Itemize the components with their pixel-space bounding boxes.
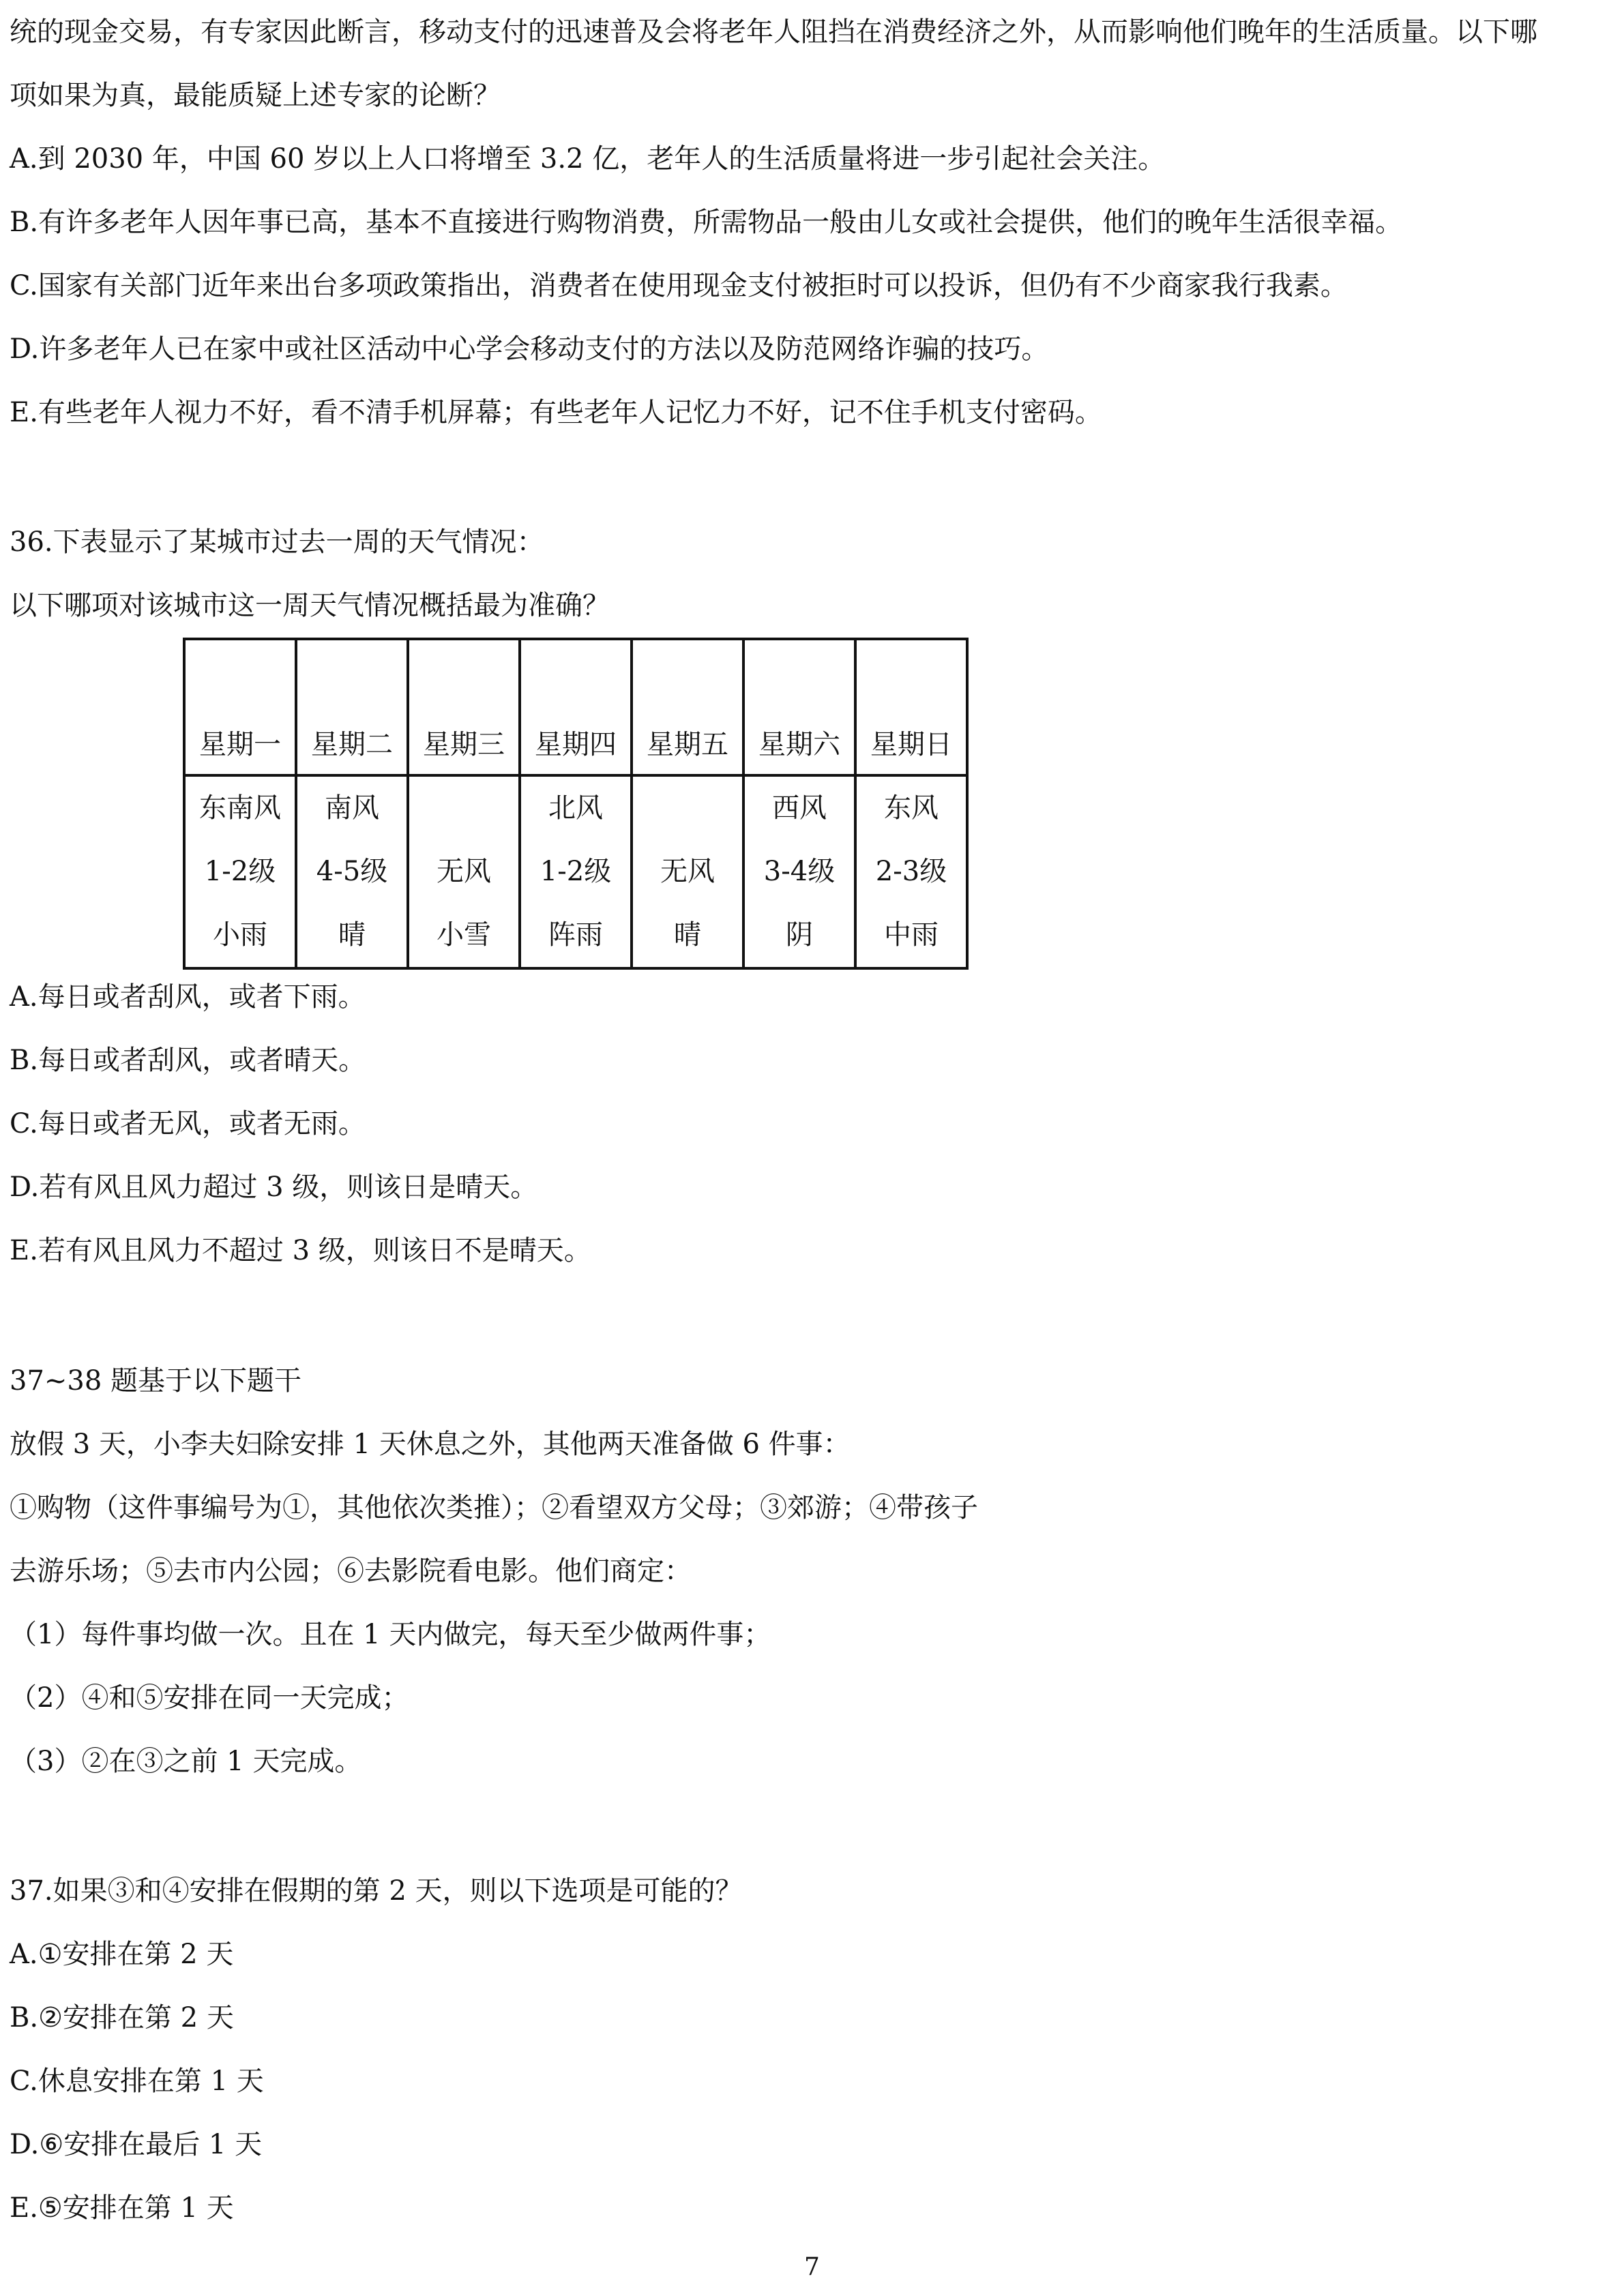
q37-question: 37.如果③和④安排在假期的第 2 天，则以下选项是可能的？ <box>10 1875 743 1907</box>
q37-option-c: C.休息安排在第 1 天 <box>10 2066 264 2097</box>
weather-condition: 晴 <box>674 919 701 951</box>
weather-table <box>183 638 969 970</box>
wind-level: 4-5级 <box>316 856 388 887</box>
wind-level: 1-2级 <box>204 856 276 887</box>
weather-cell-friday <box>632 775 743 968</box>
q37-option-e: E.⑤安排在第 1 天 <box>10 2192 234 2224</box>
header-cell: 星期六 <box>743 639 855 775</box>
q35-option-a: A.到 2030 年，中国 60 岁以上人口将增至 3.2 亿，老年人的生活质量将进一步引起社会关注。 <box>10 143 1166 175</box>
q37-38-condition-1: （1）每件事均做一次。且在 1 天内做完，每天至少做两件事； <box>10 1619 771 1650</box>
q36-option-d: D.若有风且风力超过 3 级，则该日是晴天。 <box>10 1172 538 1203</box>
weather-table-data-row <box>184 775 967 968</box>
q35-option-d: D.许多老年人已在家中或社区活动中心学会移动支付的方法以及防范网络诈骗的技巧。 <box>10 333 1049 365</box>
weather-cell-monday <box>184 775 296 968</box>
weather-condition: 阴 <box>786 919 813 951</box>
weather-condition: 中雨 <box>884 919 939 951</box>
wind-direction: 北风 <box>548 792 603 824</box>
q37-38-condition-2: （2）④和⑤安排在同一天完成； <box>10 1682 409 1714</box>
q36-question: 以下哪项对该城市这一周天气情况概括最为准确？ <box>10 590 610 621</box>
header-cell: 星期一 <box>184 639 296 775</box>
weather-cell-tuesday <box>296 775 408 968</box>
q37-38-stem-line: ①购物（这件事编号为①，其他依次类推）；②看望双方父母；③郊游；④带孩子 <box>10 1492 978 1523</box>
q37-38-stem-line: 放假 3 天，小李夫妇除安排 1 天休息之外，其他两天准备做 6 件事： <box>10 1429 851 1460</box>
weather-table-header-row <box>184 639 967 775</box>
q35-option-b: B.有许多老年人因年事已高，基本不直接进行购物消费，所需物品一般由儿女或社会提供，他们的晚年生活很幸福。 <box>10 207 1403 238</box>
q37-38-stem-line: 去游乐场；⑤去市内公园；⑥去影院看电影。他们商定： <box>10 1555 692 1587</box>
header-cell: 星期四 <box>520 639 632 775</box>
page-number: 7 <box>804 2253 820 2281</box>
weather-cell-thursday <box>520 775 632 968</box>
q37-option-a: A.①安排在第 2 天 <box>10 1939 234 1970</box>
q36-option-b: B.每日或者刮风，或者晴天。 <box>10 1045 366 1076</box>
wind-direction: 东南风 <box>199 792 281 824</box>
wind-direction: 东风 <box>884 792 939 824</box>
weather-cell-wednesday <box>408 775 520 968</box>
wind-level: 无风 <box>437 856 491 887</box>
q36-option-c: C.每日或者无风，或者无雨。 <box>10 1108 366 1139</box>
q36-option-e: E.若有风且风力不超过 3 级，则该日不是晴天。 <box>10 1235 591 1266</box>
q37-option-b: B.②安排在第 2 天 <box>10 2002 234 2033</box>
weather-condition: 阵雨 <box>548 919 603 951</box>
wind-level: 1-2级 <box>540 856 612 887</box>
q37-38-header: 37~38 题基于以下题干 <box>10 1365 302 1397</box>
weather-condition: 小雨 <box>213 919 267 951</box>
weather-cell-saturday <box>743 775 855 968</box>
wind-direction: 西风 <box>772 792 827 824</box>
q36-option-a: A.每日或者刮风，或者下雨。 <box>10 981 366 1013</box>
wind-level: 3-4级 <box>763 856 836 887</box>
q35-stem-line-1: 统的现金交易，有专家因此断言，移动支付的迅速普及会将老年人阻挡在消费经济之外，从而影响他们晚年的生活质量。以下哪 <box>10 16 1537 48</box>
weather-condition: 晴 <box>338 919 366 951</box>
header-cell: 星期五 <box>632 639 743 775</box>
q35-option-e: E.有些老年人视力不好，看不清手机屏幕；有些老年人记忆力不好，记不住手机支付密码。 <box>10 397 1102 428</box>
q35-option-c: C.国家有关部门近年来出台多项政策指出，消费者在使用现金支付被拒时可以投诉，但仍有不少商家我行我素。 <box>10 270 1348 301</box>
weather-cell-sunday <box>855 775 967 968</box>
q37-option-d: D.⑥安排在最后 1 天 <box>10 2129 263 2160</box>
weather-condition: 小雪 <box>437 919 491 951</box>
header-cell: 星期三 <box>408 639 520 775</box>
header-cell: 星期二 <box>296 639 408 775</box>
header-cell: 星期日 <box>855 639 967 775</box>
q36-intro: 36.下表显示了某城市过去一周的天气情况： <box>10 526 544 558</box>
wind-direction: 南风 <box>325 792 379 824</box>
wind-level: 2-3级 <box>875 856 947 887</box>
wind-level: 无风 <box>660 856 715 887</box>
q35-stem-line-2: 项如果为真，最能质疑上述专家的论断？ <box>10 80 501 111</box>
q37-38-condition-3: （3）②在③之前 1 天完成。 <box>10 1746 362 1777</box>
